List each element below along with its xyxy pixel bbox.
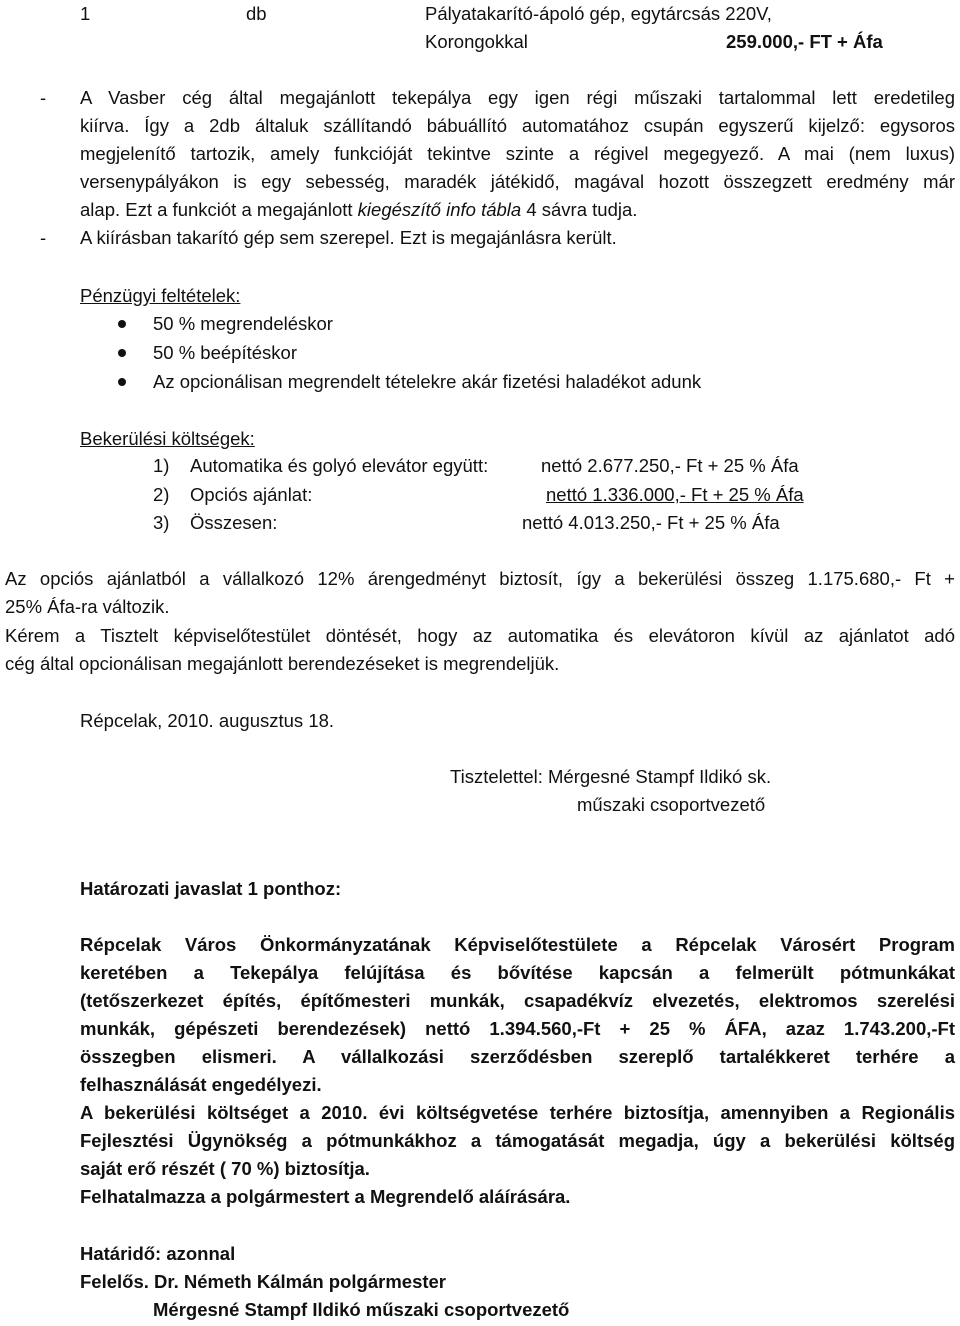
note-text: 4 sávra tudja. bbox=[521, 199, 638, 220]
cost-number: 2) bbox=[153, 484, 170, 505]
resolution-line: Répcelak Város Önkormányzatának Képviselőtestülete a Répcelak Városért Program bbox=[80, 934, 955, 955]
resolution-line: összegben elismeri. A vállalkozási szerződésben szereplő tartalékkeret terhére a bbox=[80, 1046, 955, 1067]
discount-line: 25% Áfa-ra változik. bbox=[5, 596, 170, 617]
note-line-last bbox=[80, 196, 955, 224]
resolution-heading: Határozati javaslat 1 ponthoz: bbox=[80, 878, 342, 899]
bullet-icon bbox=[118, 320, 126, 328]
note-line: versenypályákon is egy sebesség, maradék játékidő, magával hozott összegzett eredmény már bbox=[80, 171, 955, 192]
resolution-line: felhasználását engedélyezi. bbox=[80, 1074, 322, 1095]
note-line: A kiírásban takarító gép sem szerepel. Ezt is megajánlásra került. bbox=[80, 227, 617, 248]
note-line: kiírva. Így a 2db általuk szállítandó bábuállító automatához csupán egyszerű kijelző: egysoros bbox=[80, 115, 955, 136]
note-text: alap. Ezt a funkciót a megajánlott bbox=[80, 199, 358, 220]
resolution-line: keretében a Tekepálya felújítása és bővítése kapcsán a felmerült pótmunkákat bbox=[80, 962, 955, 983]
note-dash: - bbox=[40, 87, 47, 108]
cost-value: nettó 1.336.000,- Ft + 25 % Áfa bbox=[546, 484, 804, 505]
cost-value: nettó 4.013.250,- Ft + 25 % Áfa bbox=[522, 512, 780, 533]
costs-heading: Bekerülési költségek: bbox=[80, 428, 255, 449]
discount-line: Az opciós ajánlatból a vállalkozó 12% árengedményt biztosít, így a bekerülési összeg 1.175.680,- Ft + bbox=[5, 568, 955, 589]
cost-number: 1) bbox=[153, 455, 170, 476]
note-line: megjelenítő tartozik, amely funkcióját tekintve szinte a régivel megegyező. A mai (nem luxus) bbox=[80, 143, 955, 164]
discount-paragraph bbox=[5, 565, 955, 621]
financial-bullet: 50 % megrendeléskor bbox=[153, 313, 333, 334]
resolution-line: A bekerülési költséget a 2010. évi költségvetése terhére biztosítja, amennyiben a Regionális bbox=[80, 1102, 955, 1123]
resolution-line: munkák, gépészeti berendezések) nettó 1.394.560,-Ft + 25 % ÁFA, azaz 1.743.200,-Ft bbox=[80, 1018, 955, 1039]
note-paragraph bbox=[80, 84, 955, 224]
financial-bullet: Az opcionálisan megrendelt tételekre akár fizetési haladékot adunk bbox=[153, 371, 702, 392]
responsible-primary: Felelős. Dr. Németh Kálmán polgármester bbox=[80, 1271, 447, 1292]
note-line: A Vasber cég által megajánlott tekepálya egy igen régi műszaki tartalommal lett eredetileg bbox=[80, 87, 955, 108]
deadline: Határidő: azonnal bbox=[80, 1243, 236, 1264]
resolution-paragraph bbox=[80, 931, 955, 1211]
resolution-line: saját erő részét ( 70 %) biztosítja. bbox=[80, 1158, 370, 1179]
cost-value: nettó 2.677.250,- Ft + 25 % Áfa bbox=[541, 455, 799, 476]
place-date: Répcelak, 2010. augusztus 18. bbox=[80, 710, 335, 731]
cost-number: 3) bbox=[153, 512, 170, 533]
item-unit: db bbox=[246, 3, 267, 24]
resolution-line: Felhatalmazza a polgármestert a Megrendelő aláírására. bbox=[80, 1186, 571, 1207]
note-italic-text: kiegészítő info tábla bbox=[357, 199, 522, 220]
request-line: Kérem a Tisztelt képviselőtestület döntését, hogy az automatika és elevátoron kívül az ajánlatot adó bbox=[5, 625, 955, 646]
item-desc-line2: Korongokkal bbox=[425, 31, 528, 52]
request-line: cég által opcionálisan megajánlott berendezéseket is megrendeljük. bbox=[5, 653, 560, 674]
item-qty: 1 bbox=[80, 3, 91, 24]
resolution-line: Fejlesztési Ügynökség a pótmunkákhoz a támogatását megadja, úgy a bekerülési költség bbox=[80, 1130, 955, 1151]
item-desc-line1: Pályatakarító-ápoló gép, egytárcsás 220V, bbox=[425, 3, 772, 24]
resolution-line: (tetőszerkezet építés, építőmesteri munkák, csapadékvíz elvezetés, elektromos szerelési bbox=[80, 990, 955, 1011]
bullet-icon bbox=[118, 349, 126, 357]
signature-line: Tisztelettel: Mérgesné Stampf Ildikó sk. bbox=[450, 766, 772, 787]
note-dash: - bbox=[40, 227, 47, 248]
signature-title: műszaki csoportvezető bbox=[577, 794, 766, 815]
bullet-icon bbox=[118, 378, 126, 386]
financial-heading: Pénzügyi feltételek: bbox=[80, 285, 241, 306]
cost-label: Opciós ajánlat: bbox=[190, 484, 313, 505]
financial-bullet: 50 % beépítéskor bbox=[153, 342, 297, 363]
cost-label: Összesen: bbox=[190, 512, 278, 533]
item-price: 259.000,- FT + Áfa bbox=[726, 31, 883, 52]
responsible-secondary: Mérgesné Stampf Ildikó műszaki csoportvezető bbox=[153, 1299, 570, 1320]
cost-label: Automatika és golyó elevátor együtt: bbox=[190, 455, 489, 476]
request-paragraph bbox=[5, 622, 955, 678]
